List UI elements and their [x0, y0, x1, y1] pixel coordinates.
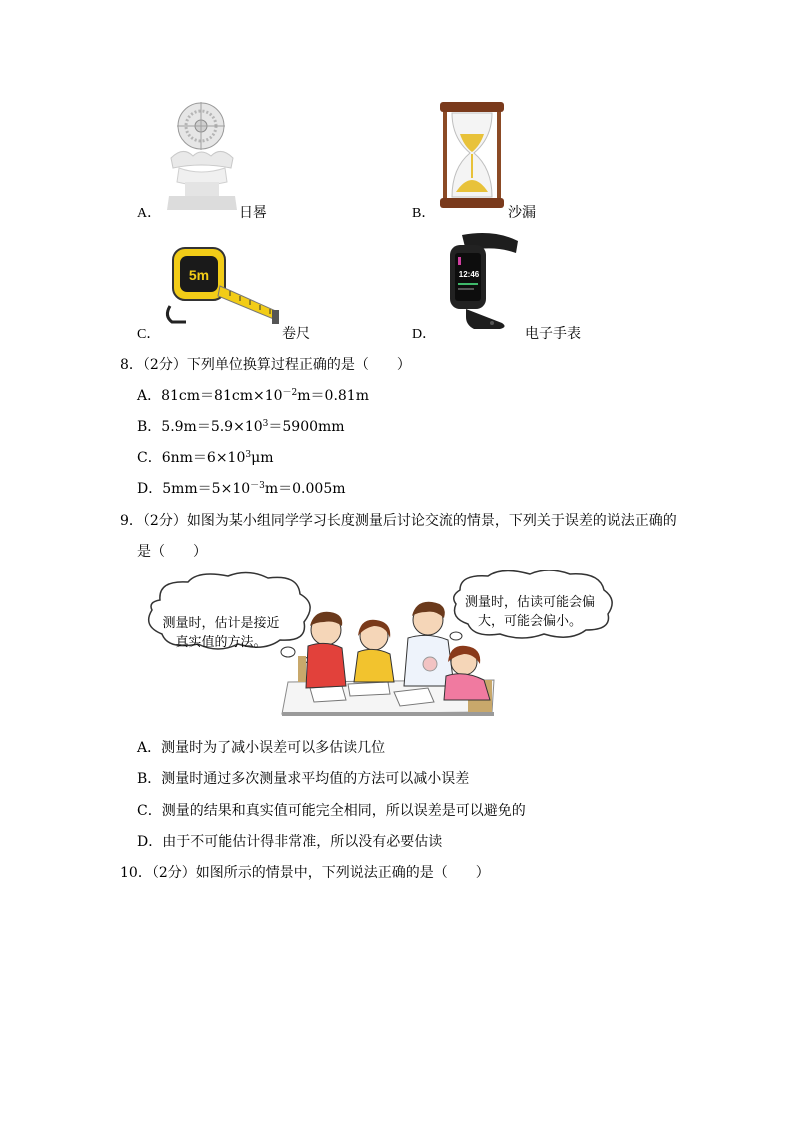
question-stem-line2: 是（ ）: [137, 544, 207, 560]
option-a: A．测量时为了减小误差可以多估读几位: [137, 740, 386, 756]
option-letter: B．: [412, 206, 436, 221]
question-stem-line1: 9．（2分）如图为某小组同学学习长度测量后讨论交流的情景，下列关于误差的说法正确的: [120, 513, 677, 529]
option-label: 卷尺: [282, 326, 310, 342]
sundial-image: [165, 98, 239, 216]
option-a: A．$81cm=81cm\times 10^{-2}m=0.81m$: [137, 388, 369, 404]
question-stem: 8．（2分）下列单位换算过程正确的是（ ）: [120, 357, 411, 373]
question-stem: 10．（2分）如图所示的情景中，下列说法正确的是（ ）: [120, 865, 490, 881]
option-d: D．$5mm=5\times 10^{-3}m=0.005m$: [137, 481, 346, 497]
speech-bubble-left: 测量时，估计是接近 真实值的方法。: [162, 616, 280, 650]
option-letter: A．: [137, 206, 162, 221]
option-label: 日晷: [239, 205, 267, 221]
option-d: D．由于不可能估计得非常准，所以没有必要估读: [137, 834, 443, 850]
speech-bubble-right: 测量时，估读可能会偏 大，可能会偏小。: [464, 595, 595, 629]
smart-watch-image: [444, 231, 522, 331]
option-letter: C．: [137, 327, 161, 342]
watch-time: 12:46: [458, 270, 480, 279]
option-b: B．测量时通过多次测量求平均值的方法可以减小误差: [137, 771, 470, 787]
tape-measure-image: [160, 236, 286, 331]
option-c: C．测量的结果和真实值可能完全相同，所以误差是可以避免的: [137, 803, 526, 819]
option-letter: D．: [412, 327, 437, 342]
option-label: 电子手表: [525, 326, 581, 342]
tape-label: 5m: [188, 267, 210, 283]
option-c: C．$6nm=6\times 10^3\mu m$: [137, 450, 274, 466]
option-b: B．$5.9m=5.9\times 10^3=5900mm$: [137, 419, 345, 435]
option-label: 沙漏: [508, 205, 536, 221]
hourglass-image: [438, 100, 506, 210]
